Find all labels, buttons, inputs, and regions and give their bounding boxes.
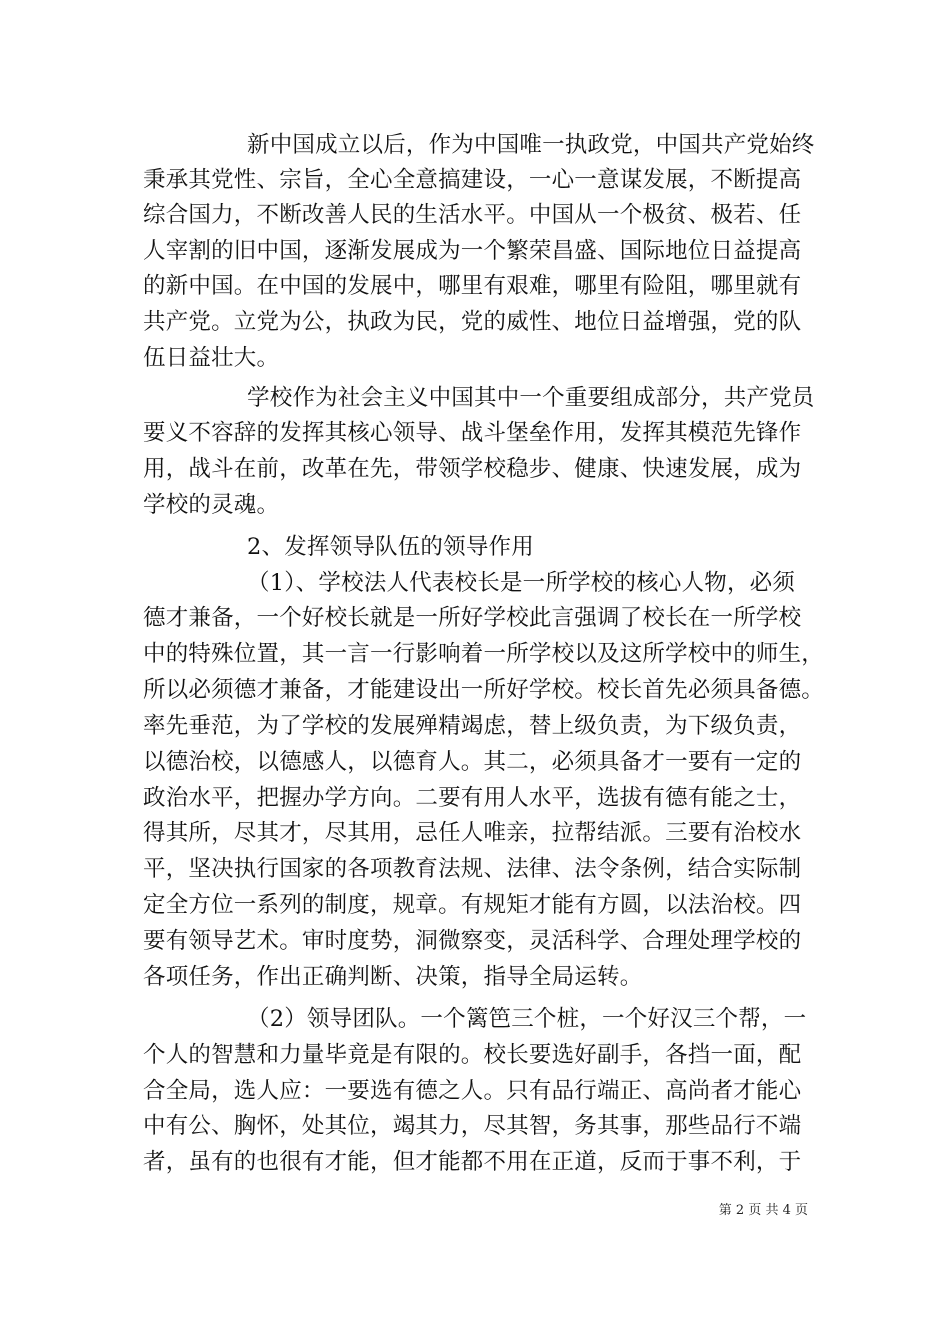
paragraph-3-line-1: （1）、学校法人代表校长是一所学校的核心人物，必须 xyxy=(247,570,796,596)
paragraph-1-line-4: 人宰割的旧中国，逐渐发展成为一个繁荣昌盛、国际地位日益提高 xyxy=(143,238,802,264)
paragraph-1-line-6: 共产党。立党为公，执政为民，党的威性、地位日益增强，党的队 xyxy=(143,309,802,335)
paragraph-4-line-2: 个人的智慧和力量毕竟是有限的。校长要选好副手，各挡一面，配 xyxy=(143,1042,802,1068)
paragraph-2-line-3: 用，战斗在前，改革在先，带领学校稳步、健康、快速发展，成为 xyxy=(143,456,802,482)
paragraph-3-line-2: 德才兼备，一个好校长就是一所好学校此言强调了校长在一所学校 xyxy=(143,605,802,631)
paragraph-1-line-7: 伍日益壮大。 xyxy=(143,345,280,371)
paragraph-3-line-11: 要有领导艺术。审时度势，洞微察变，灵活科学、合理处理学校的 xyxy=(143,928,802,954)
paragraph-1-line-5: 的新中国。在中国的发展中，哪里有艰难，哪里有险阻，哪里就有 xyxy=(143,273,802,299)
paragraph-3-line-7: 政治水平，把握办学方向。二要有用人水平，选拔有德有能之士， xyxy=(143,785,802,811)
paragraph-3-line-5: 率先垂范，为了学校的发展殚精竭虑，替上级负责，为下级负责， xyxy=(143,713,802,739)
paragraph-3-line-9: 平，坚决执行国家的各项教育法规、法律、法令条例，结合实际制 xyxy=(143,856,802,882)
paragraph-4-line-1: （2）领导团队。一个篱笆三个桩，一个好汉三个帮，一 xyxy=(247,1006,807,1032)
paragraph-3-line-4: 所以必须德才兼备，才能建设出一所好学校。校长首先必须具备德。 xyxy=(143,677,825,703)
paragraph-2-line-1: 学校作为社会主义中国其中一个重要组成部分，共产党员 xyxy=(247,385,815,411)
paragraph-4-line-5: 者，虽有的也很有才能，但才能都不用在正道，反而于事不利，于 xyxy=(143,1149,802,1175)
section-heading: 2、发挥领导队伍的领导作用 xyxy=(247,534,534,560)
paragraph-2-line-2: 要义不容辞的发挥其核心领导、战斗堡垒作用，发挥其模范先锋作 xyxy=(143,420,802,446)
paragraph-1-line-2: 秉承其党性、宗旨，全心全意搞建设，一心一意谋发展，不断提高 xyxy=(143,167,802,193)
paragraph-2-line-4: 学校的灵魂。 xyxy=(143,492,280,518)
paragraph-3-line-3: 中的特殊位置，其一言一行影响着一所学校以及这所学校中的师生， xyxy=(143,641,825,667)
paragraph-4-line-4: 中有公、胸怀，处其位，竭其力，尽其智，务其事，那些品行不端 xyxy=(143,1113,802,1139)
paragraph-3-line-8: 得其所，尽其才，尽其用，忌任人唯亲，拉帮结派。三要有治校水 xyxy=(143,820,802,846)
paragraph-3-line-12: 各项任务，作出正确判断、决策，指导全局运转。 xyxy=(143,964,643,990)
paragraph-1-line-3: 综合国力，不断改善人民的生活水平。中国从一个极贫、极若、任 xyxy=(143,202,802,228)
paragraph-1-line-1: 新中国成立以后，作为中国唯一执政党，中国共产党始终 xyxy=(247,132,815,158)
paragraph-3-line-6: 以德治校，以德感人，以德育人。其二，必须具备才一要有一定的 xyxy=(143,749,802,775)
paragraph-3-line-10: 定全方位一系列的制度，规章。有规矩才能有方圆，以法治校。四 xyxy=(143,892,802,918)
paragraph-4-line-3: 合全局，选人应：一要选有德之人。只有品行端正、高尚者才能心 xyxy=(143,1078,802,1104)
page-number-footer: 第 2 页 共 4 页 xyxy=(718,1203,808,1218)
